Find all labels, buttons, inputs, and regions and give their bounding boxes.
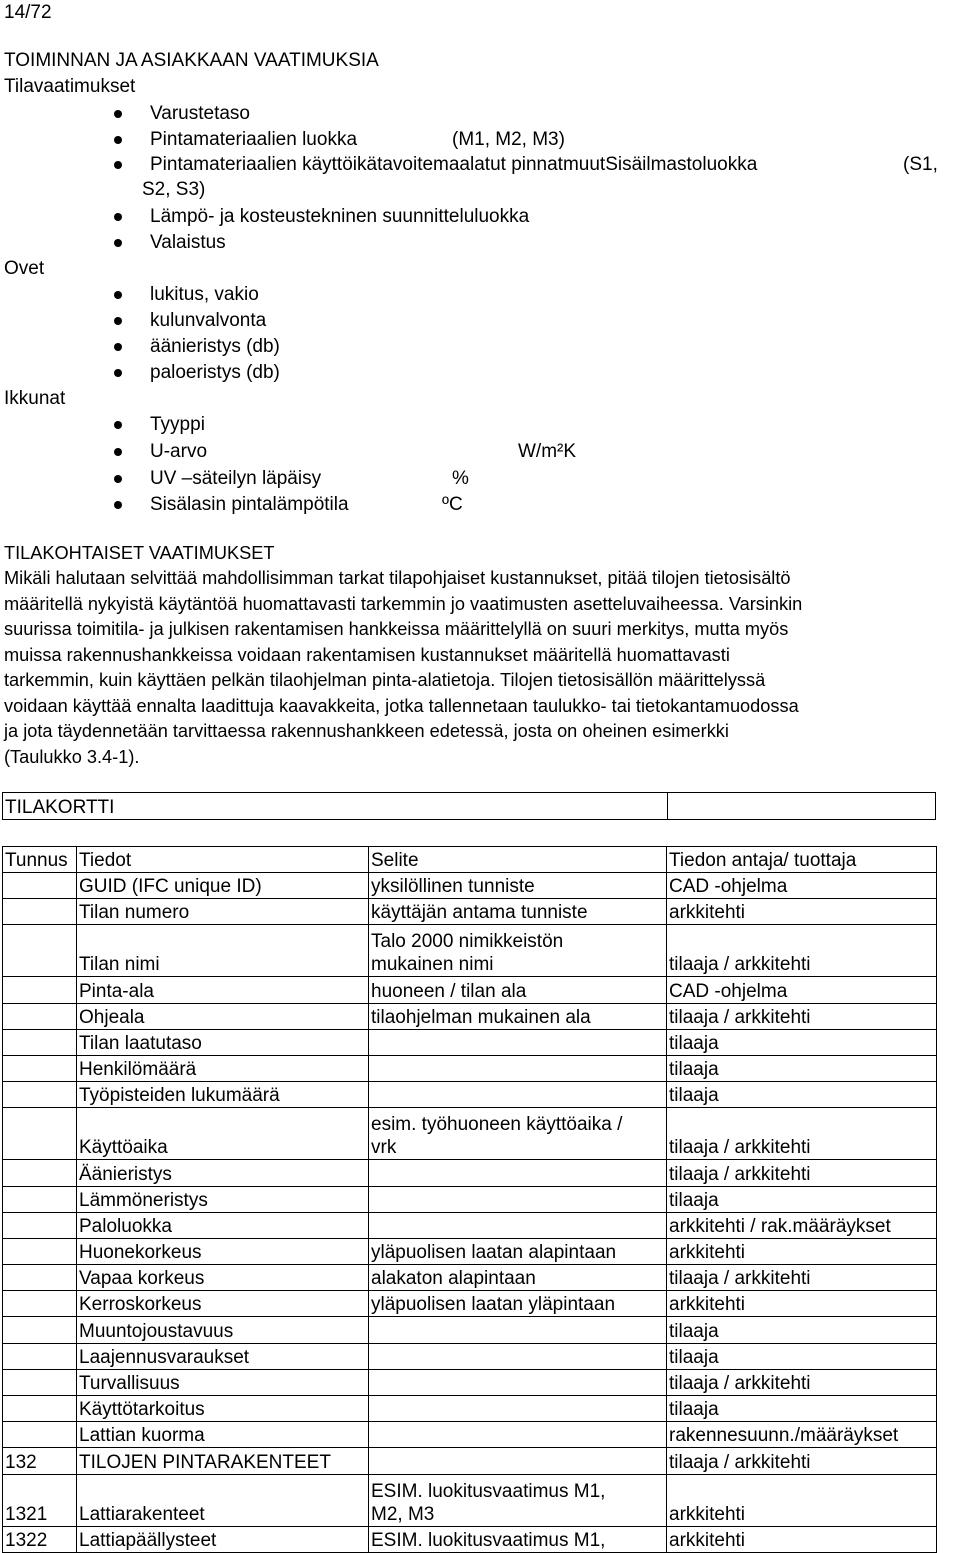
selite-line: esim. työhuoneen käyttöaika / (371, 1114, 623, 1136)
cell-selite (369, 1055, 667, 1081)
list-item: Lämpö- ja kosteustekninen suunnitteluluokka (150, 206, 530, 227)
cell-selite (369, 1160, 667, 1186)
bullet-icon (114, 291, 122, 299)
cell-antaja: tilaaja / arkkitehti (667, 1265, 937, 1291)
cell-antaja: arkkitehti (667, 1526, 937, 1552)
table-row (3, 925, 937, 977)
cell-selite (369, 1448, 667, 1474)
cell-antaja: rakennesuunn./määräykset (667, 1422, 937, 1448)
table-row (3, 899, 937, 925)
cell-tiedot: Käyttöaika (77, 1108, 369, 1160)
selite-line (371, 1215, 666, 1238)
cell-selite (369, 1265, 667, 1291)
cell-antaja: arkkitehti (667, 1238, 937, 1264)
page-number: 14/72 (4, 2, 52, 23)
list-item: Valaistus (150, 232, 226, 253)
cell-tiedot: Ohjeala (77, 1003, 369, 1029)
cell-selite (369, 873, 667, 899)
cell-tunnus (3, 1055, 77, 1081)
paragraph-line: Mikäli halutaan selvittää mahdollisimman tarkat tilapohjaiset kustannukset, pitää tilojen tietosisältö (4, 568, 791, 588)
selite-line: yläpuolisen laatan yläpintaan (371, 1294, 616, 1316)
bullet-icon (114, 213, 122, 221)
bullet-icon (114, 448, 122, 456)
table-row (3, 1317, 937, 1343)
selite-line: käyttäjän antama tunniste (371, 902, 588, 924)
list-item: lukitus, vakio (150, 284, 259, 305)
tilakohtaiset-paragraph (4, 566, 958, 770)
cell-tiedot: Käyttötarkoitus (77, 1396, 369, 1422)
selite-line: mukainen nimi (371, 954, 494, 976)
list-item: paloeristys (db) (150, 362, 280, 383)
cell-tiedot: Kerroskorkeus (77, 1291, 369, 1317)
selite-line (371, 1163, 666, 1186)
cell-tiedot: Lattiapäällysteet (77, 1526, 369, 1552)
cell-tunnus (3, 1029, 77, 1055)
selite-line (371, 1189, 666, 1212)
cell-tunnus (3, 1238, 77, 1264)
table-row (3, 1029, 937, 1055)
selite-line: vrk (371, 1137, 397, 1159)
cell-tiedot: Pinta-ala (77, 977, 369, 1003)
cell-tunnus (3, 1212, 77, 1238)
cell-antaja: tilaaja (667, 1186, 937, 1212)
tilakortti-title: TILAKORTTI (3, 793, 369, 820)
cell-antaja: CAD -ohjelma (667, 977, 937, 1003)
cell-tunnus: 132 (3, 1448, 77, 1474)
cell-selite (369, 1369, 667, 1395)
list-item: Pintamateriaalien käyttöikätavoitemaalatut pinnatmuutSisäilmastoluokka (150, 154, 758, 175)
paragraph-line: määritellä nykyistä käytäntöä huomattavasti tarkemmin jo vaatimusten asetteluvaiheessa. Varsinkin (4, 593, 803, 614)
cell-selite (369, 1343, 667, 1369)
cell-antaja: tilaaja / arkkitehti (667, 1108, 937, 1160)
table-row (3, 977, 937, 1003)
cell-antaja: tilaaja (667, 1396, 937, 1422)
cell-tunnus (3, 1082, 77, 1108)
cell-selite (369, 1212, 667, 1238)
selite-line: tilaohjelman mukainen ala (371, 1006, 591, 1028)
cell-tiedot: Vapaa korkeus (77, 1265, 369, 1291)
table-row (3, 1526, 937, 1552)
cell-tunnus (3, 1317, 77, 1343)
cell-tunnus (3, 1003, 77, 1029)
tilavaatimukset-heading: Tilavaatimukset (4, 76, 136, 97)
list-item: U-arvo (150, 441, 208, 462)
paragraph-line: tarkemmin, kuin käyttäen pelkän tilaohjelman pinta-alatietoja. Tilojen tietosisällön määrittelyssä (4, 670, 766, 690)
cell-tiedot: Henkilömäärä (77, 1055, 369, 1081)
selite-line: huoneen / tilan ala (371, 980, 527, 1002)
cell-antaja: arkkitehti (667, 1474, 937, 1526)
column-header: Selite (369, 847, 667, 873)
cell-selite (369, 925, 667, 977)
cell-antaja: tilaaja (667, 1029, 937, 1055)
table-row (3, 873, 937, 899)
table-row (3, 1003, 937, 1029)
cell-tunnus (3, 1422, 77, 1448)
table-row (3, 1160, 937, 1186)
bullet-icon (114, 136, 122, 144)
cell-tiedot: Huonekorkeus (77, 1238, 369, 1264)
selite-line (371, 1372, 666, 1395)
selite-line (371, 1424, 666, 1447)
cell-selite (369, 1291, 667, 1317)
cell-tiedot: Työpisteiden lukumäärä (77, 1082, 369, 1108)
cell-antaja: tilaaja (667, 1317, 937, 1343)
cell-selite (369, 1082, 667, 1108)
cell-selite (369, 1474, 667, 1526)
table-row (3, 1186, 937, 1212)
list-item: Tyyppi (150, 414, 205, 435)
cell-selite (369, 1422, 667, 1448)
bullet-icon (114, 161, 122, 169)
selite-line: ESIM. luokitusvaatimus M1, (371, 1529, 606, 1551)
list-item-unit: ºC (442, 494, 463, 515)
cell-tunnus (3, 1265, 77, 1291)
cell-selite (369, 1238, 667, 1264)
paragraph-line: ja jota täydennetään tarvittaessa rakennushankkeen edetessä, josta on oheinen esimerkki (4, 721, 729, 741)
cell-tunnus (3, 899, 77, 925)
table-row (3, 1082, 937, 1108)
cell-tunnus (3, 1291, 77, 1317)
bullet-icon (114, 421, 122, 429)
column-header: Tiedot (77, 847, 369, 873)
table-row (3, 1055, 937, 1081)
cell-tiedot: TILOJEN PINTARAKENTEET (77, 1448, 369, 1474)
cell-antaja: tilaaja / arkkitehti (667, 1160, 937, 1186)
cell-tunnus (3, 925, 77, 977)
cell-tiedot: Lattian kuorma (77, 1422, 369, 1448)
table-row (3, 1422, 937, 1448)
selite-line (371, 1032, 666, 1055)
bullet-icon (114, 317, 122, 325)
list-item: äänieristys (db) (150, 336, 280, 357)
table-row (3, 1474, 937, 1526)
cell-tunnus (3, 873, 77, 899)
list-item: Pintamateriaalien luokka (150, 129, 358, 150)
paragraph-line: suurissa toimitila- ja julkisen rakentamisen hankkeissa määrittelyllä on suuri merkitys, mutta myös (4, 619, 789, 639)
selite-line: ESIM. luokitusvaatimus M1, (371, 1480, 606, 1502)
cell-antaja: arkkitehti (667, 1291, 937, 1317)
cell-tiedot: Muuntojoustavuus (77, 1317, 369, 1343)
cell-tiedot: Tilan nimi (77, 925, 369, 977)
list-item-unit: % (452, 468, 469, 489)
table-row (3, 1265, 937, 1291)
cell-antaja: tilaaja (667, 1082, 937, 1108)
cell-selite (369, 1526, 667, 1552)
list-item-continuation: S2, S3) (142, 179, 206, 200)
bullet-icon (114, 110, 122, 118)
cell-tiedot: Äänieristys (77, 1160, 369, 1186)
cell-antaja: arkkitehti (667, 899, 937, 925)
list-item-value: (M1, M2, M3) (452, 129, 565, 150)
cell-selite (369, 1003, 667, 1029)
cell-tunnus (3, 1369, 77, 1395)
bullet-icon (114, 501, 122, 509)
cell-antaja: CAD -ohjelma (667, 873, 937, 899)
cell-antaja: arkkitehti / rak.määräykset (667, 1212, 937, 1238)
selite-line (371, 1398, 666, 1421)
list-item: Varustetaso (150, 103, 250, 124)
table-row (3, 1396, 937, 1422)
tilakortti-table (2, 846, 937, 1553)
cell-antaja: tilaaja / arkkitehti (667, 1369, 937, 1395)
table-row (3, 1108, 937, 1160)
cell-tiedot: Tilan laatutaso (77, 1029, 369, 1055)
cell-antaja: tilaaja / arkkitehti (667, 1448, 937, 1474)
bullet-icon (114, 475, 122, 483)
cell-tiedot: Lämmöneristys (77, 1186, 369, 1212)
paragraph-line: muissa rakennushankkeissa voidaan rakentamisen kustannukset määritellä huomattavasti (4, 644, 730, 665)
cell-tiedot: Lattiarakenteet (77, 1474, 369, 1526)
cell-antaja: tilaaja / arkkitehti (667, 1003, 937, 1029)
cell-antaja: tilaaja (667, 1055, 937, 1081)
table-row (3, 1212, 937, 1238)
table-row (3, 1448, 937, 1474)
cell-selite (369, 1029, 667, 1055)
cell-tunnus: 1321 (3, 1474, 77, 1526)
list-item: UV –säteilyn läpäisy (150, 468, 322, 489)
cell-selite (369, 1317, 667, 1343)
cell-tunnus (3, 977, 77, 1003)
selite-line: alakaton alapintaan (371, 1268, 536, 1290)
cell-antaja: tilaaja / arkkitehti (667, 925, 937, 977)
cell-tunnus (3, 1396, 77, 1422)
selite-line (371, 1346, 666, 1369)
selite-line: yläpuolisen laatan alapintaan (371, 1242, 617, 1264)
selite-line: M2, M3 (371, 1503, 435, 1525)
bullet-icon (114, 369, 122, 377)
cell-tiedot: Laajennusvaraukset (77, 1343, 369, 1369)
column-header: Tunnus (3, 847, 77, 873)
ovet-heading: Ovet (4, 258, 45, 279)
selite-line (371, 1320, 666, 1343)
list-item-unit: W/m²K (518, 441, 577, 462)
selite-line: yksilöllinen tunniste (371, 876, 535, 898)
cell-tunnus (3, 1343, 77, 1369)
table-row (3, 1369, 937, 1395)
table-row (3, 1238, 937, 1264)
table-row (3, 1291, 937, 1317)
cell-tiedot: Paloluokka (77, 1212, 369, 1238)
paragraph-line: (Taulukko 3.4-1). (4, 746, 140, 767)
cell-tiedot: Tilan numero (77, 899, 369, 925)
tilakohtaiset-heading: TILAKOHTAISET VAATIMUKSET (4, 543, 275, 563)
section-title: TOIMINNAN JA ASIAKKAAN VAATIMUKSIA (4, 50, 379, 71)
cell-tiedot: Turvallisuus (77, 1369, 369, 1395)
list-item-value: (S1, (903, 154, 938, 175)
table-header-row (3, 847, 937, 873)
cell-tunnus: 1322 (3, 1526, 77, 1552)
ikkunat-heading: Ikkunat (4, 388, 66, 409)
cell-selite (369, 1396, 667, 1422)
cell-selite (369, 899, 667, 925)
bullet-icon (114, 239, 122, 247)
selite-line (371, 1084, 666, 1107)
table-row (3, 1343, 937, 1369)
cell-selite (369, 977, 667, 1003)
list-item: kulunvalvonta (150, 310, 267, 331)
cell-selite (369, 1108, 667, 1160)
selite-line (371, 1058, 666, 1081)
cell-tunnus (3, 1186, 77, 1212)
selite-line: Talo 2000 nimikkeistön (371, 931, 564, 953)
cell-tunnus (3, 1108, 77, 1160)
bullet-icon (114, 343, 122, 351)
selite-line (371, 1451, 666, 1474)
column-header: Tiedon antaja/ tuottaja (667, 847, 937, 873)
cell-antaja: tilaaja (667, 1343, 937, 1369)
cell-tiedot: GUID (IFC unique ID) (77, 873, 369, 899)
cell-tunnus (3, 1160, 77, 1186)
cell-selite (369, 1186, 667, 1212)
paragraph-line: voidaan käyttää ennalta laadittuja kaavakkeita, jotka tallennetaan taulukko- tai tietokantamuodossa (4, 695, 799, 716)
tilakortti-title-table (2, 792, 936, 820)
list-item: Sisälasin pintalämpötila (150, 494, 349, 515)
